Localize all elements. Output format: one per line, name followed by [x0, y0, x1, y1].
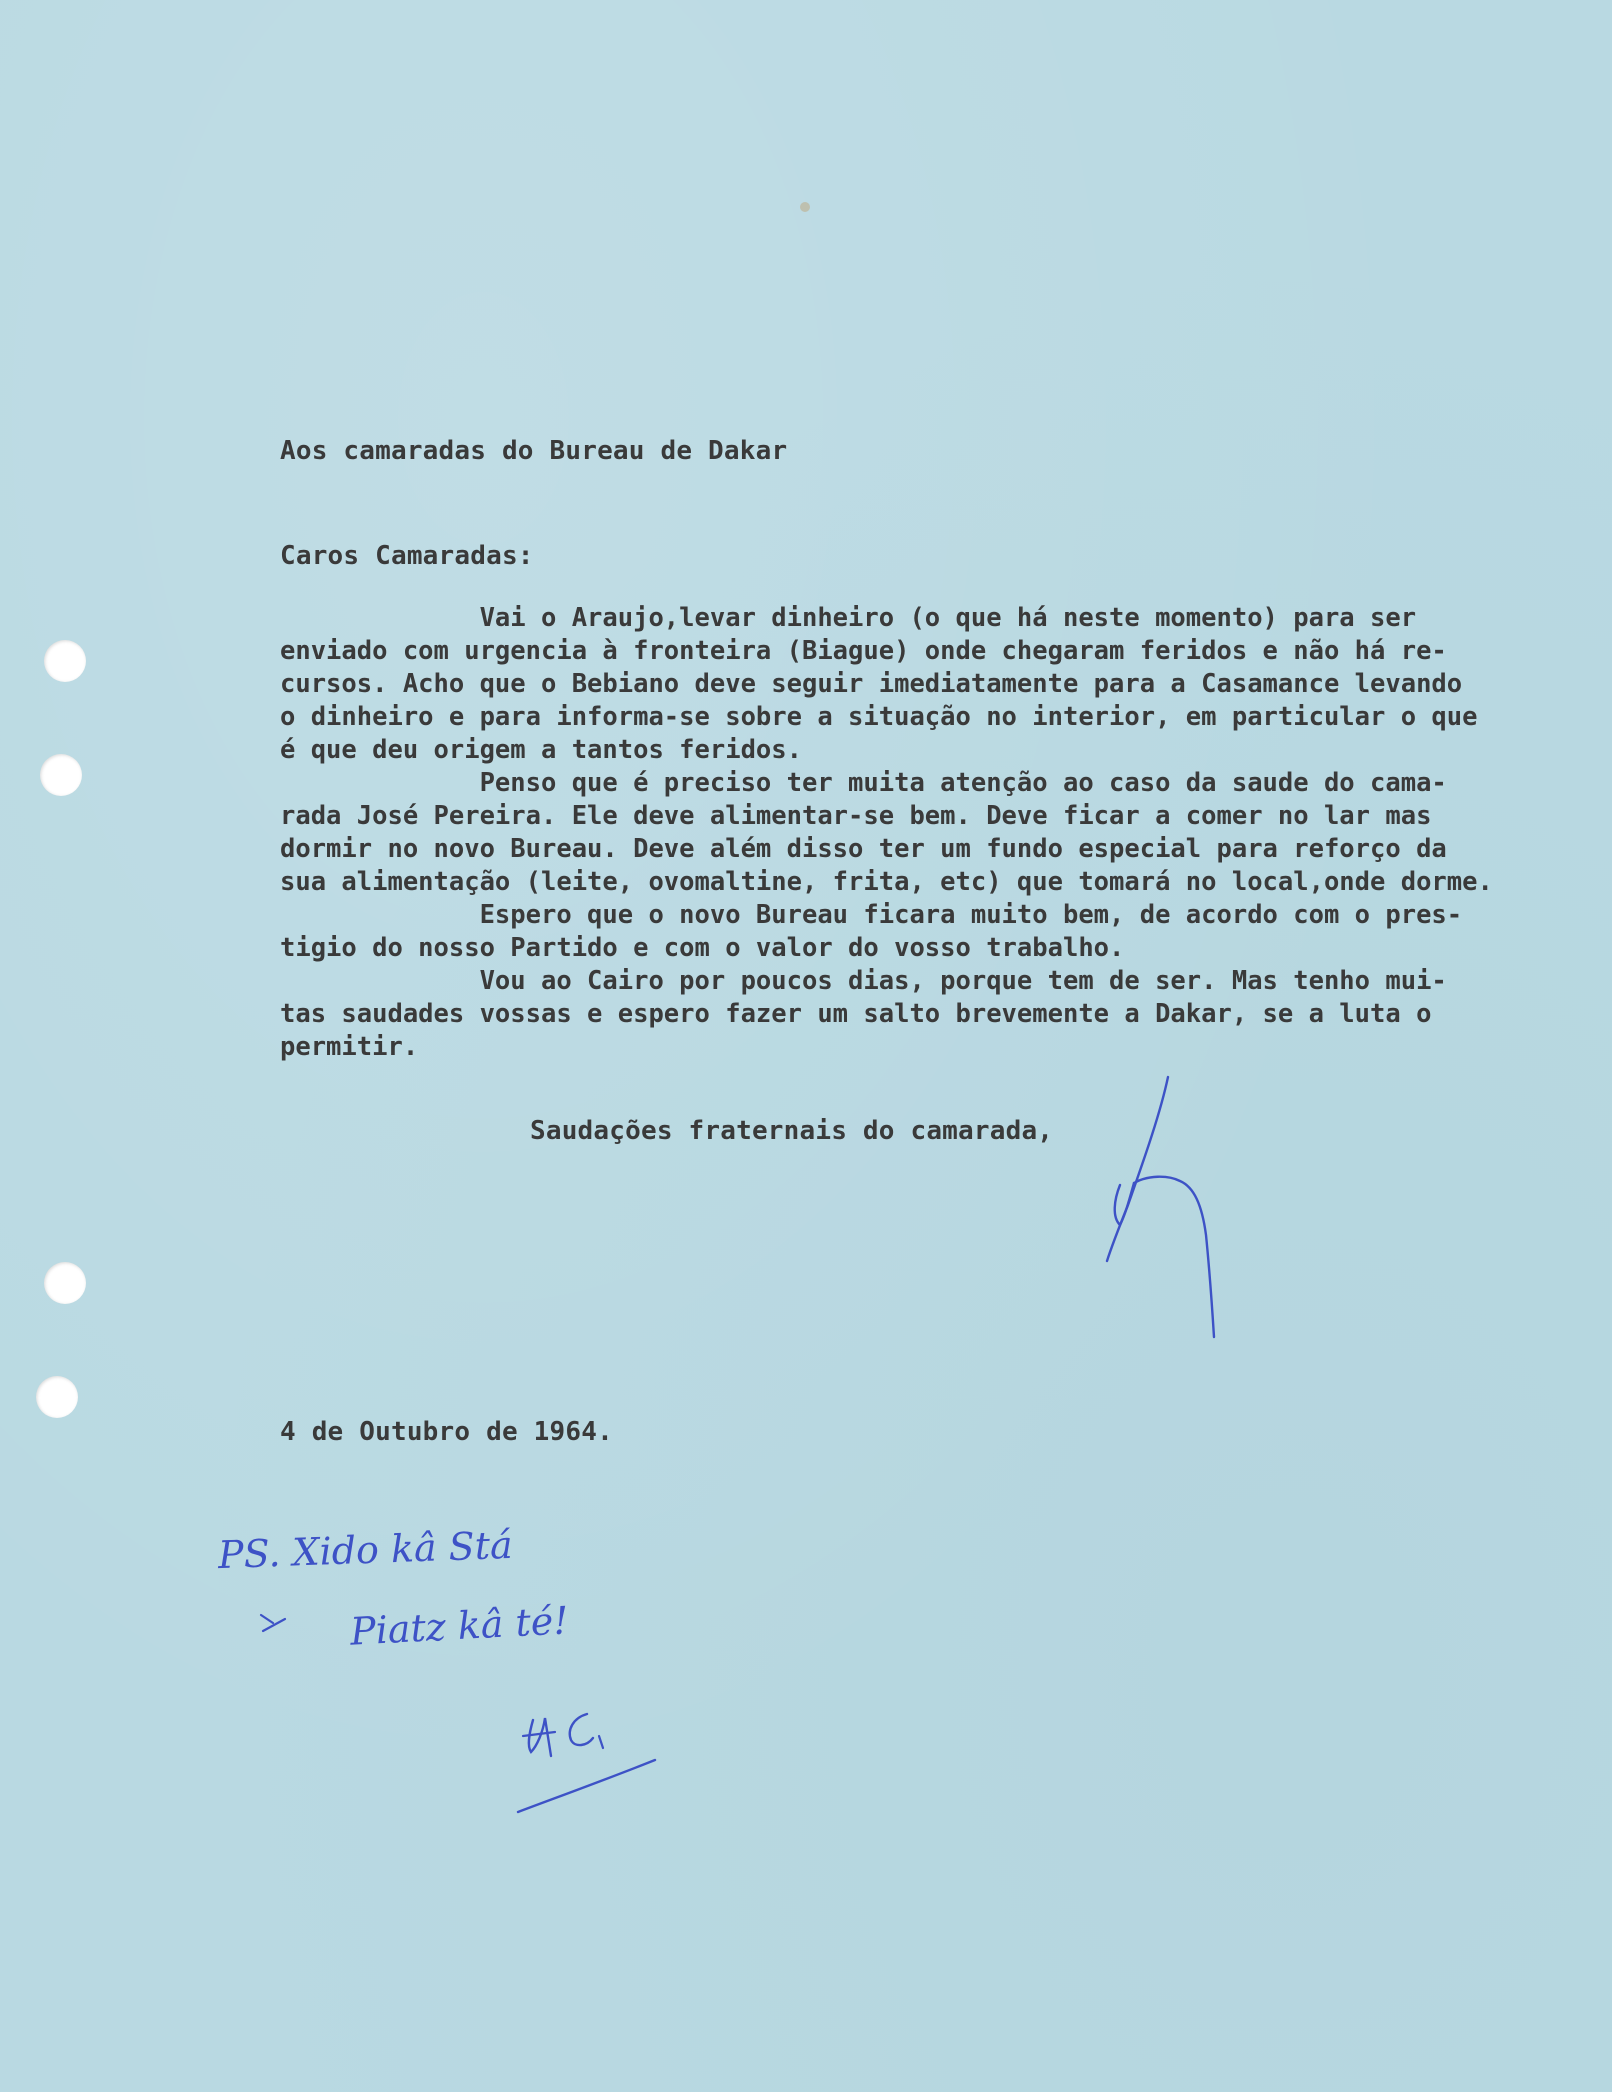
body-line: tas saudades vossas e espero fazer um salto brevemente a Dakar, se a luta o	[280, 999, 1432, 1029]
body-line: o dinheiro e para informa-se sobre a situação no interior, em particular o que	[280, 702, 1478, 732]
punch-hole	[40, 754, 82, 796]
punch-hole	[44, 640, 86, 682]
letter-date: 4 de Outubro de 1964.	[280, 1417, 613, 1447]
postscript-line-2: Piatz kâ té!	[348, 1598, 570, 1654]
punch-hole	[44, 1262, 86, 1304]
body-line: tigio do nosso Partido e com o valor do vosso trabalho.	[280, 933, 1125, 963]
body-line: permitir.	[280, 1032, 419, 1062]
paper-stain	[800, 202, 810, 212]
letter-salutation: Caros Camaradas:	[280, 541, 534, 571]
postscript-mark	[255, 1605, 315, 1655]
body-line: cursos. Acho que o Bebiano deve seguir imediatamente para a Casamance levando	[280, 669, 1463, 699]
handwritten-signature	[1090, 1075, 1260, 1345]
body-line: Vou ao Cairo por poucos dias, porque tem de ser. Mas tenho mui-	[280, 966, 1447, 996]
letter-body	[280, 602, 1580, 1064]
body-line: enviado com urgencia à fronteira (Biague) onde chegaram feridos e não há re-	[280, 636, 1447, 666]
postscript-initials	[515, 1700, 685, 1820]
punch-hole	[36, 1376, 78, 1418]
scan-edge	[1612, 0, 1621, 2100]
body-line: Espero que o novo Bureau ficara muito bem, de acordo com o pres-	[280, 900, 1463, 930]
letter-addressee: Aos camaradas do Bureau de Dakar	[280, 436, 788, 466]
body-line: sua alimentação (leite, ovomaltine, frita, etc) que tomará no local,onde dorme.	[280, 867, 1493, 897]
body-line: Vai o Araujo,levar dinheiro (o que há neste momento) para ser	[280, 603, 1417, 633]
body-line: dormir no novo Bureau. Deve além disso ter um fundo especial para reforço da	[280, 834, 1447, 864]
letter-closing: Saudações fraternais do camarada,	[530, 1116, 1054, 1146]
scan-edge	[0, 2092, 1621, 2100]
body-line: Penso que é preciso ter muita atenção ao caso da saude do cama-	[280, 768, 1447, 798]
body-line: rada José Pereira. Ele deve alimentar-se bem. Deve ficar a comer no lar mas	[280, 801, 1432, 831]
postscript-line-1: PS. Xido kâ Stá	[217, 1522, 514, 1578]
body-line: é que deu origem a tantos feridos.	[280, 735, 802, 765]
